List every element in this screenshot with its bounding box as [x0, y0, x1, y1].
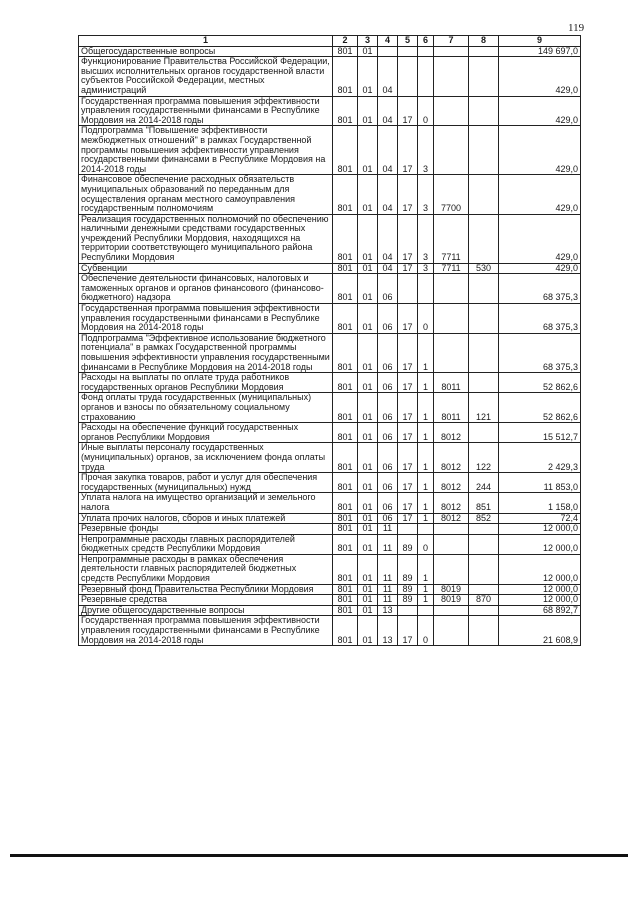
expense-type-cell: [469, 605, 499, 616]
item-name-cell: Расходы на выплаты по оплате труда работников государственных органов Республики Мордовия: [79, 373, 333, 393]
section-cell: 01: [358, 513, 378, 524]
program-cell: [398, 524, 418, 535]
item-name-cell: Резервный фонд Правительства Республики Мордовия: [79, 584, 333, 595]
section-cell: 01: [358, 373, 378, 393]
table-row: [79, 443, 581, 473]
expense-type-cell: [469, 616, 499, 646]
amount-cell: 52 862,6: [499, 373, 581, 393]
table-row: [79, 274, 581, 304]
target-item-cell: 8012: [434, 423, 469, 443]
amount-cell: 429,0: [499, 263, 581, 274]
subsection-cell: [378, 46, 398, 57]
program-cell: 89: [398, 595, 418, 606]
program-cell: [398, 57, 418, 96]
subsection-cell: 11: [378, 554, 398, 584]
program-cell: 17: [398, 473, 418, 493]
table-row: [79, 616, 581, 646]
subprogram-cell: 1: [418, 554, 434, 584]
amount-cell: 429,0: [499, 57, 581, 96]
admin-code-cell: 801: [333, 274, 358, 304]
program-cell: [398, 46, 418, 57]
section-cell: 01: [358, 126, 378, 175]
amount-cell: 12 000,0: [499, 595, 581, 606]
section-cell: 01: [358, 57, 378, 96]
admin-code-cell: 801: [333, 175, 358, 214]
table-row: [79, 373, 581, 393]
target-item-cell: 7711: [434, 263, 469, 274]
subprogram-cell: 1: [418, 333, 434, 372]
amount-cell: 429,0: [499, 96, 581, 126]
target-item-cell: 8012: [434, 493, 469, 513]
item-name-cell: Резервные фонды: [79, 524, 333, 535]
admin-code-cell: 801: [333, 524, 358, 535]
table-row: [79, 96, 581, 126]
subprogram-cell: 3: [418, 263, 434, 274]
section-cell: 01: [358, 493, 378, 513]
subprogram-cell: 1: [418, 393, 434, 423]
program-cell: [398, 605, 418, 616]
item-name-cell: Функционирование Правительства Российской Федерации, высших исполнительных органов государственной власти субъектов Российской Федерации, местных администраций: [79, 57, 333, 96]
expense-type-cell: 121: [469, 393, 499, 423]
section-cell: 01: [358, 423, 378, 443]
subprogram-cell: 3: [418, 175, 434, 214]
target-item-cell: [434, 46, 469, 57]
amount-cell: 2 429,3: [499, 443, 581, 473]
program-cell: 17: [398, 96, 418, 126]
subprogram-cell: [418, 524, 434, 535]
admin-code-cell: 801: [333, 534, 358, 554]
table-row: [79, 304, 581, 334]
amount-cell: 149 697,0: [499, 46, 581, 57]
table-row: [79, 423, 581, 443]
program-cell: 17: [398, 333, 418, 372]
amount-cell: 429,0: [499, 175, 581, 214]
column-header: 9: [499, 36, 581, 47]
admin-code-cell: 801: [333, 333, 358, 372]
subsection-cell: 11: [378, 524, 398, 535]
subprogram-cell: 0: [418, 534, 434, 554]
admin-code-cell: 801: [333, 304, 358, 334]
table-row: [79, 605, 581, 616]
program-cell: 17: [398, 443, 418, 473]
target-item-cell: [434, 554, 469, 584]
amount-cell: 21 608,9: [499, 616, 581, 646]
expense-type-cell: 530: [469, 263, 499, 274]
table-row: [79, 393, 581, 423]
target-item-cell: [434, 126, 469, 175]
subprogram-cell: 1: [418, 423, 434, 443]
subsection-cell: 13: [378, 605, 398, 616]
item-name-cell: Расходы на обеспечение функций государственных органов Республики Мордовия: [79, 423, 333, 443]
amount-cell: 68 375,3: [499, 304, 581, 334]
program-cell: 89: [398, 554, 418, 584]
subsection-cell: 06: [378, 473, 398, 493]
subprogram-cell: 1: [418, 513, 434, 524]
target-item-cell: 8019: [434, 584, 469, 595]
program-cell: [398, 274, 418, 304]
program-cell: 17: [398, 304, 418, 334]
subprogram-cell: [418, 57, 434, 96]
subprogram-cell: 3: [418, 214, 434, 263]
program-cell: 89: [398, 534, 418, 554]
section-cell: 01: [358, 304, 378, 334]
amount-cell: 12 000,0: [499, 534, 581, 554]
item-name-cell: Общегосударственные вопросы: [79, 46, 333, 57]
subprogram-cell: 0: [418, 96, 434, 126]
page-bottom-rule: [10, 854, 628, 857]
amount-cell: 15 512,7: [499, 423, 581, 443]
subprogram-cell: [418, 605, 434, 616]
admin-code-cell: 801: [333, 214, 358, 263]
table-row: [79, 473, 581, 493]
amount-cell: 1 158,0: [499, 493, 581, 513]
program-cell: 89: [398, 584, 418, 595]
subsection-cell: 06: [378, 423, 398, 443]
expense-type-cell: [469, 373, 499, 393]
column-header: 3: [358, 36, 378, 47]
amount-cell: 429,0: [499, 214, 581, 263]
section-cell: 01: [358, 595, 378, 606]
table-row: [79, 175, 581, 214]
expense-type-cell: [469, 274, 499, 304]
column-header: 7: [434, 36, 469, 47]
target-item-cell: 8012: [434, 443, 469, 473]
table-row: [79, 126, 581, 175]
subsection-cell: 06: [378, 493, 398, 513]
subsection-cell: 06: [378, 513, 398, 524]
admin-code-cell: 801: [333, 373, 358, 393]
expense-type-cell: [469, 304, 499, 334]
section-cell: 01: [358, 393, 378, 423]
amount-cell: 429,0: [499, 126, 581, 175]
item-name-cell: Иные выплаты персоналу государственных (муниципальных) органов, за исключением фонда оплаты труда: [79, 443, 333, 473]
item-name-cell: Прочая закупка товаров, работ и услуг для обеспечения государственных (муниципальных) нужд: [79, 473, 333, 493]
admin-code-cell: 801: [333, 263, 358, 274]
table-row: [79, 524, 581, 535]
item-name-cell: Подпрограмма "Эффективное использование бюджетного потенциала" в рамках Государственной программы повышения эффективности управления государственными финансами в Республике Мордовия на 2014-2018 годы: [79, 333, 333, 372]
program-cell: 17: [398, 616, 418, 646]
expense-type-cell: 851: [469, 493, 499, 513]
subsection-cell: 06: [378, 304, 398, 334]
table-header-row: [79, 36, 581, 47]
program-cell: 17: [398, 263, 418, 274]
expense-type-cell: [469, 423, 499, 443]
amount-cell: 12 000,0: [499, 524, 581, 535]
admin-code-cell: 801: [333, 605, 358, 616]
column-header: 6: [418, 36, 434, 47]
amount-cell: 11 853,0: [499, 473, 581, 493]
subprogram-cell: 0: [418, 304, 434, 334]
admin-code-cell: 801: [333, 46, 358, 57]
target-item-cell: 8012: [434, 473, 469, 493]
budget-table: [78, 35, 581, 646]
amount-cell: 72,4: [499, 513, 581, 524]
target-item-cell: 8011: [434, 373, 469, 393]
expense-type-cell: [469, 96, 499, 126]
program-cell: 17: [398, 373, 418, 393]
section-cell: 01: [358, 333, 378, 372]
target-item-cell: [434, 57, 469, 96]
table-row: [79, 534, 581, 554]
section-cell: 01: [358, 473, 378, 493]
admin-code-cell: 801: [333, 493, 358, 513]
subprogram-cell: 1: [418, 443, 434, 473]
target-item-cell: 7711: [434, 214, 469, 263]
program-cell: 17: [398, 423, 418, 443]
expense-type-cell: [469, 584, 499, 595]
section-cell: 01: [358, 443, 378, 473]
target-item-cell: [434, 96, 469, 126]
target-item-cell: [434, 534, 469, 554]
subsection-cell: 06: [378, 393, 398, 423]
item-name-cell: Резервные средства: [79, 595, 333, 606]
program-cell: 17: [398, 214, 418, 263]
admin-code-cell: 801: [333, 554, 358, 584]
item-name-cell: Непрограммные расходы в рамках обеспечения деятельности главных распорядителей бюджетных средств Республики Мордовия: [79, 554, 333, 584]
subsection-cell: 04: [378, 263, 398, 274]
column-header: 4: [378, 36, 398, 47]
table-row: [79, 263, 581, 274]
subsection-cell: 11: [378, 584, 398, 595]
section-cell: 01: [358, 524, 378, 535]
program-cell: 17: [398, 126, 418, 175]
amount-cell: 68 375,3: [499, 333, 581, 372]
table-row: [79, 554, 581, 584]
item-name-cell: Обеспечение деятельности финансовых, налоговых и таможенных органов и органов финансового (финансово-бюджетного) надзора: [79, 274, 333, 304]
expense-type-cell: [469, 214, 499, 263]
table-row: [79, 493, 581, 513]
item-name-cell: Реализация государственных полномочий по обеспечению наличными денежными средствами государственных учреждений Республики Мордовия, находящихся на территории соответствующего муниципального района Республики Мордовия: [79, 214, 333, 263]
item-name-cell: Финансовое обеспечение расходных обязательств муниципальных образований по переданным для осуществления органам местного самоуправления государственным полномочиям: [79, 175, 333, 214]
admin-code-cell: 801: [333, 584, 358, 595]
expense-type-cell: [469, 175, 499, 214]
subsection-cell: 13: [378, 616, 398, 646]
item-name-cell: Другие общегосударственные вопросы: [79, 605, 333, 616]
admin-code-cell: 801: [333, 423, 358, 443]
table-row: [79, 513, 581, 524]
section-cell: 01: [358, 616, 378, 646]
program-cell: 17: [398, 175, 418, 214]
expense-type-cell: [469, 126, 499, 175]
subprogram-cell: 1: [418, 584, 434, 595]
subprogram-cell: 3: [418, 126, 434, 175]
admin-code-cell: 801: [333, 595, 358, 606]
admin-code-cell: 801: [333, 96, 358, 126]
amount-cell: 68 892,7: [499, 605, 581, 616]
admin-code-cell: 801: [333, 616, 358, 646]
amount-cell: 12 000,0: [499, 584, 581, 595]
subsection-cell: 04: [378, 126, 398, 175]
section-cell: 01: [358, 175, 378, 214]
expense-type-cell: 244: [469, 473, 499, 493]
subsection-cell: 04: [378, 175, 398, 214]
subsection-cell: 06: [378, 373, 398, 393]
subsection-cell: 11: [378, 534, 398, 554]
table-row: [79, 214, 581, 263]
section-cell: 01: [358, 46, 378, 57]
target-item-cell: [434, 333, 469, 372]
item-name-cell: Уплата налога на имущество организаций и земельного налога: [79, 493, 333, 513]
expense-type-cell: [469, 554, 499, 584]
target-item-cell: [434, 304, 469, 334]
subprogram-cell: 1: [418, 473, 434, 493]
expense-type-cell: [469, 534, 499, 554]
column-header: 1: [79, 36, 333, 47]
target-item-cell: [434, 605, 469, 616]
column-header: 2: [333, 36, 358, 47]
subsection-cell: 06: [378, 274, 398, 304]
subsection-cell: 04: [378, 57, 398, 96]
subprogram-cell: 1: [418, 595, 434, 606]
program-cell: 17: [398, 393, 418, 423]
section-cell: 01: [358, 554, 378, 584]
subsection-cell: 11: [378, 595, 398, 606]
table-row: [79, 584, 581, 595]
subprogram-cell: [418, 46, 434, 57]
item-name-cell: Государственная программа повышения эффективности управления государственными финансами в Республике Мордовия на 2014-2018 годы: [79, 304, 333, 334]
target-item-cell: 8011: [434, 393, 469, 423]
admin-code-cell: 801: [333, 513, 358, 524]
amount-cell: 68 375,3: [499, 274, 581, 304]
item-name-cell: Непрограммные расходы главных распорядителей бюджетных средств Республики Мордовия: [79, 534, 333, 554]
item-name-cell: Субвенции: [79, 263, 333, 274]
expense-type-cell: [469, 524, 499, 535]
admin-code-cell: 801: [333, 443, 358, 473]
target-item-cell: [434, 616, 469, 646]
subprogram-cell: 0: [418, 616, 434, 646]
target-item-cell: 8012: [434, 513, 469, 524]
table-row: [79, 57, 581, 96]
admin-code-cell: 801: [333, 473, 358, 493]
admin-code-cell: 801: [333, 126, 358, 175]
table-row: [79, 46, 581, 57]
section-cell: 01: [358, 96, 378, 126]
expense-type-cell: [469, 333, 499, 372]
item-name-cell: Уплата прочих налогов, сборов и иных платежей: [79, 513, 333, 524]
amount-cell: 52 862,6: [499, 393, 581, 423]
expense-type-cell: [469, 46, 499, 57]
amount-cell: 12 000,0: [499, 554, 581, 584]
subprogram-cell: 1: [418, 493, 434, 513]
program-cell: 17: [398, 513, 418, 524]
section-cell: 01: [358, 534, 378, 554]
section-cell: 01: [358, 584, 378, 595]
subprogram-cell: 1: [418, 373, 434, 393]
item-name-cell: Подпрограмма "Повышение эффективности межбюджетных отношений" в рамках Государственной программы повышения эффективности управления государственными финансами в Республике Мордовия на 2014-2018 годы: [79, 126, 333, 175]
subprogram-cell: [418, 274, 434, 304]
expense-type-cell: 122: [469, 443, 499, 473]
program-cell: 17: [398, 493, 418, 513]
expense-type-cell: [469, 57, 499, 96]
section-cell: 01: [358, 214, 378, 263]
subsection-cell: 06: [378, 443, 398, 473]
section-cell: 01: [358, 263, 378, 274]
column-header: 5: [398, 36, 418, 47]
section-cell: 01: [358, 605, 378, 616]
page-number: 119: [568, 22, 585, 34]
item-name-cell: Фонд оплаты труда государственных (муниципальных) органов и взносы по обязательному социальному страхованию: [79, 393, 333, 423]
target-item-cell: 8019: [434, 595, 469, 606]
item-name-cell: Государственная программа повышения эффективности управления государственными финансами в Республике Мордовия на 2014-2018 годы: [79, 616, 333, 646]
section-cell: 01: [358, 274, 378, 304]
column-header: 8: [469, 36, 499, 47]
target-item-cell: [434, 274, 469, 304]
target-item-cell: [434, 524, 469, 535]
target-item-cell: 7700: [434, 175, 469, 214]
table-row: [79, 333, 581, 372]
table-row: [79, 595, 581, 606]
expense-type-cell: 870: [469, 595, 499, 606]
subsection-cell: 04: [378, 96, 398, 126]
subsection-cell: 06: [378, 333, 398, 372]
item-name-cell: Государственная программа повышения эффективности управления государственными финансами в Республике Мордовия на 2014-2018 годы: [79, 96, 333, 126]
expense-type-cell: 852: [469, 513, 499, 524]
admin-code-cell: 801: [333, 393, 358, 423]
subsection-cell: 04: [378, 214, 398, 263]
admin-code-cell: 801: [333, 57, 358, 96]
